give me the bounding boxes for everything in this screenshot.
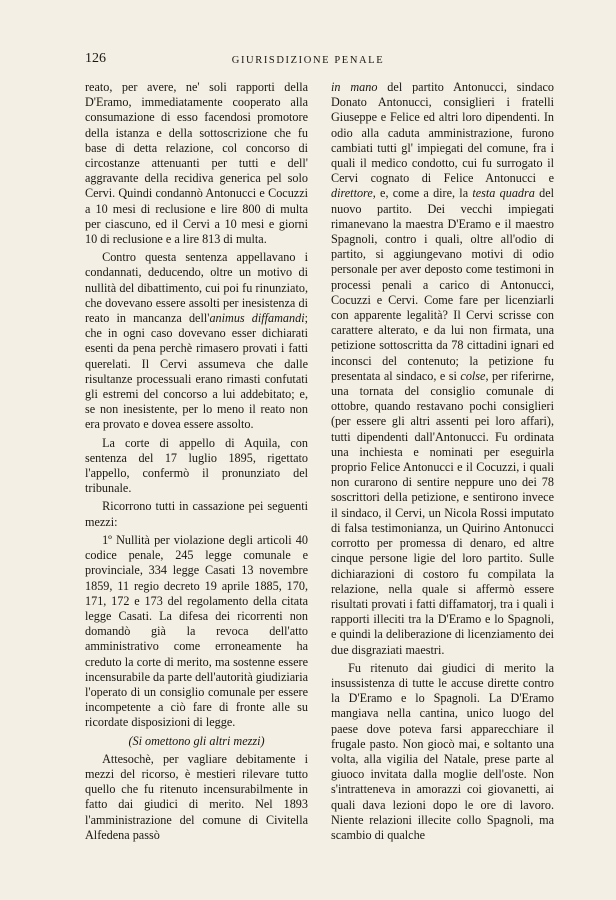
right-paragraph-1-text-c: del nuovo partito. Dei vecchi impiegati rimanevano la maestra D'Eramo e il maestro Spagnoli, contro i quali, oltre all'odio di partito, si aggiungevano motivi di odio personale per aver deposto come testimoni in processi penali a carico di Antonucci, Cocuzzi e Cervi. Come fare per licenziarli con apparente legalità? Il Cervi scrisse con carattere alterato, e da lui non firmata, una petizione sottoscritta da 78 cittadini ignari ed inconsci del contenuto; la petizione fu presentata al sindaco, e si <box>331 186 554 383</box>
italic-phrase-1: in mano <box>331 80 378 94</box>
left-paragraph-1: reato, per avere, ne' soli rapporti della D'Eramo, immediatamente cooperato alla consumazione di esso facendosi promotore della istanza e della sottoscrizione che fu base di detta relazione, col concorso di circostanze attenuanti per tutti e dell' aggravante della recidiva generica pel solo Cervi. Quindi condannò Antonucci e Cocuzzi a 10 mesi di reclusione e lire 800 di multa per ciascuno, ed il Cervi a 10 mesi e giorni 10 di reclusione e a lire 813 di multa. <box>85 80 308 247</box>
italic-phrase-2: direttore <box>331 186 373 201</box>
left-paragraph-2-text-b: ; che in ogni caso dovevano esser dichiarati esenti da pena perchè rimasero provati i fatti querelati. Il Cervi assumeva che dalle risultanze processuali erano rimasti confutati gli estremi del concorso a lui addebitato; e, se non inesistente, per lo meno il reato non era provato e dovea essere assolto. <box>85 311 308 432</box>
page-number: 126 <box>85 51 106 66</box>
left-column <box>85 80 308 846</box>
right-paragraph-1-text-a: del partito Antonucci, sindaco Donato Antonucci, consiglieri i fratelli Giuseppe e Felice ed altri loro dipendenti. In odio alla caduta amministrazione, furono cambiati tutti gl' impiegati del comune, fra i quali il medico condotto, cui fu surrogato il Cervi cognato di Felice Antonucci e <box>331 80 554 186</box>
right-paragraph-2: Fu ritenuto dai giudici di merito la insussistenza di tutte le accuse dirette contro la D'Eramo e lo Spagnoli. La D'Eramo mangiava nella cantina, unico luogo del paese dove poteva farsi apparecchiare il frugale pasto. Non giocò mai, e soltanto una volta, alla vigilia del Natale, prese parte al giuoco invitata dalla moglie dell'oste. Non s'intratteneva in amorazzi coi giovanetti, ai quali dava lezioni dopo le ore di lavoro. Niente relazioni illecite collo Spagnoli, ma scambio di qualche <box>331 660 554 842</box>
latin-phrase: animus diffamandi <box>209 311 305 326</box>
running-title: GIURISDIZIONE PENALE <box>231 55 385 66</box>
left-paragraph-5: 1º Nullità per violazione degli articoli 40 codice penale, 245 legge comunale e provinciale, 334 legge Casati 13 novembre 1859, 11 regio decreto 19 aprile 1885, 170, 171, 172 e 173 del regolamento della citata legge Casati. La difesa dei ricorrenti non domandò già la revoca dell'atto amministrativo come erroneamente ha creduto la corte di merito, ma sostenne essere incensurabile da parte dell'autorità giudiziaria l'operato di un consiglio comunale per essere incompetente a ciò fare di fronte alle su ricordate disposizioni di legge. <box>85 532 308 730</box>
right-paragraph-1-text-d: , per riferirne, una tornata del consiglio comunale di ottobre, quando restavano pochi consiglieri (per essere gli altri assenti pei loro affari), tutti dipendenti dall'Antonucci. Fu ordinata una inchiesta e nominati per eseguirla proprio Felice Antonucci e il Cocuzzi, i quali non curarono di sentire neppure uno dei 78 soscrittori della petizione, e sentirono invece il sindaco, il Cervi, un Nicola Rossi imputato di falsa testimonianza, un Quirino Antonucci corrotto per promessa di denaro, ed altre cinque persone ligie del loro partito. Sulle dichiarazioni di costoro fu compilata la relazione, nella quale si affermò essere risultati provati i fatti diffamatorj, tra i quali i rapporti illeciti tra la D'Eramo e lo Spagnoli, e quindi la deliberazione di licenziamento dei due disgraziati maestri. <box>331 368 555 657</box>
left-paragraph-2-text-a: Contro questa sentenza appellavano i condannati, deducendo, oltre un motivo di nullità del dibattimento, cui poi fu rinunziato, che dovevano essere assolti per inesistenza di reato in mancanza dell' <box>85 250 308 326</box>
omission-note: (Si omettono gli altri mezzi) <box>128 733 265 748</box>
italic-phrase-4: colse <box>460 368 486 383</box>
right-paragraph-1 <box>331 80 554 658</box>
left-paragraph-7: Attesochè, per vagliare debitamente i mezzi del ricorso, è mestieri rilevare tutto quello che fu ritenuto incensurabilmente in fatto dai giudici di merito. Nel 1893 l'amministrazione del comune di Civitella Alfedena passò <box>85 751 308 842</box>
right-column <box>331 80 554 846</box>
italic-phrase-3: testa quadra <box>472 186 535 201</box>
left-paragraph-4: Ricorrono tutti in cassazione pei seguenti mezzi: <box>85 499 308 529</box>
left-paragraph-3: La corte di appello di Aquila, con sentenza del 17 luglio 1895, rigettato l'appello, confermò il pronunziato del tribunale. <box>85 435 308 496</box>
left-paragraph-2 <box>85 250 308 432</box>
right-paragraph-1-text-b: , e, come a dire, la <box>372 186 473 201</box>
